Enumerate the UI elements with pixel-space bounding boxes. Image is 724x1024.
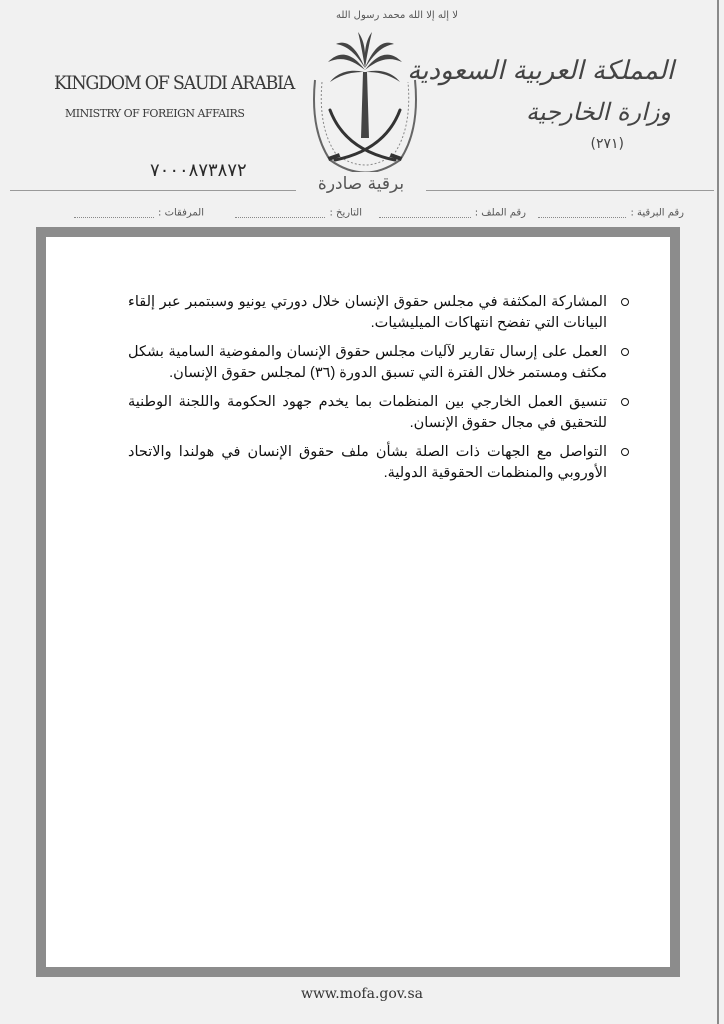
list-item: المشاركة المكثفة في مجلس حقوق الإنسان خلال دورتي يونيو وسبتمبر عبر إلقاء البيانات التي تفضح انتهاكات الميليشيات. (128, 292, 629, 334)
list-item: العمل على إرسال تقارير لآليات مجلس حقوق الإنسان والمفوضية السامية بشكل مكثف ومستمر خلال الفترة التي تسبق الدورة (٣٦) لمجلس حقوق الإنسان. (128, 342, 629, 384)
list-item: تنسيق العمل الخارجي بين المنظمات بما يخدم جهود الحكومة واللجنة الوطنية للتحقيق في مجال حقوق الإنسان. (128, 392, 629, 434)
right-border-line (717, 0, 719, 1024)
field-date: التاريخ : (235, 207, 362, 219)
serial-number: ٧٠٠٠٨٧٣٨٧٢ (150, 160, 247, 181)
arabic-kingdom-title: المملكة العربية السعودية (407, 56, 674, 86)
header-fields-row (38, 207, 684, 225)
saudi-emblem-icon (300, 10, 430, 185)
bullet-circle-icon (621, 348, 629, 356)
field-file-number: رقم الملف : (379, 207, 526, 219)
english-ministry-title: MINISTRY OF FOREIGN AFFAIRS (65, 107, 245, 120)
bullet-circle-icon (621, 448, 629, 456)
list-item: التواصل مع الجهات ذات الصلة بشأن ملف حقوق الإنسان في هولندا والاتحاد الأوروبي والمنظمات الحقوقية الدولية. (128, 442, 629, 484)
outgoing-telegram-label: برقية صادرة (296, 172, 426, 196)
content-list (128, 292, 629, 492)
field-attachments: المرفقات : (74, 207, 204, 219)
english-kingdom-title: KINGDOM OF SAUDI ARABIA (54, 72, 295, 94)
arabic-code: (٢٧١) (590, 136, 624, 152)
bullet-circle-icon (621, 298, 629, 306)
bullet-circle-icon (621, 398, 629, 406)
arabic-ministry-title: وزارة الخارجية (526, 98, 671, 126)
field-telegram-number: رقم البرقية : (538, 207, 684, 219)
emblem-inscription: لا إله إلا الله محمد رسول الله (336, 10, 458, 21)
footer-website: www.mofa.gov.sa (300, 986, 424, 1002)
